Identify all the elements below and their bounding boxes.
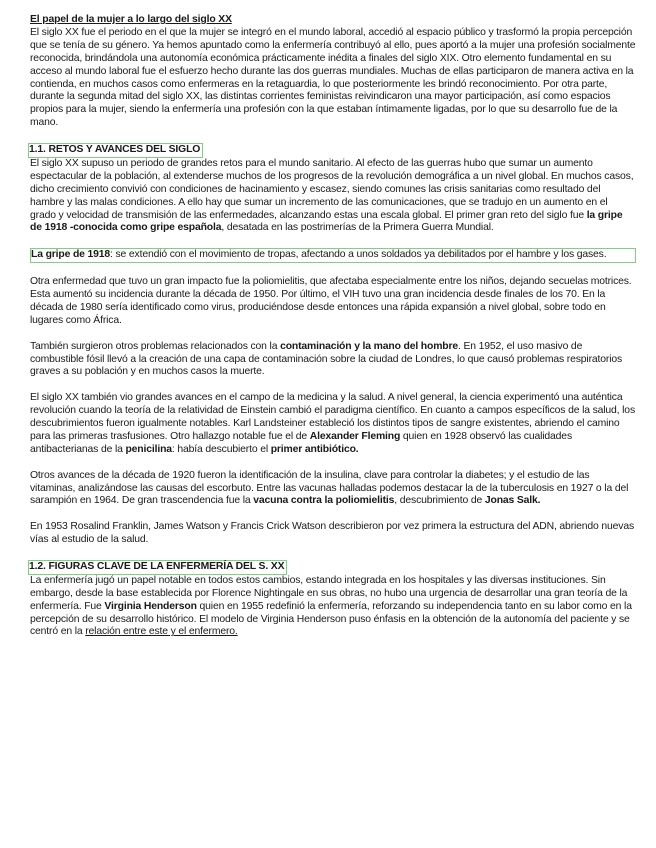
retos-paragraph-1 [30, 158, 636, 235]
retos-p1-bold: la gripe de 1918 -conocida como gripe española [30, 209, 623, 234]
polio-vacuna-bold: vacuna contra la poliomielitis [253, 495, 395, 507]
figuras-underline: relación entre este y el enfermero. [85, 626, 238, 638]
document-title: El papel de la mujer a lo largo del siglo XX [30, 14, 232, 25]
vacunas-paragraph [30, 470, 636, 509]
retos-p1-text: El siglo XX supuso un periodo de grandes retos para el mundo sanitario. Al efecto de las guerras hubo que sumar un aumento espectacular de la población, al extenderse muchos de los progresos de la revolución demográfica a un nivel global. En muchos casos, dicho crecimiento convivió con condiciones de hacinamiento y escasez, siendo comunes las crisis sanitarias como resultado del hambre y las malas condiciones. A ello hay que sumar un incremento de las comunicaciones, que se tradujo en un aumento en el grado y velocidad de transmisión de las enfermedades, alcanzando estas una escala global. El primer gran reto del siglo fue [30, 157, 634, 221]
contaminacion-paragraph [30, 341, 636, 380]
paragraph-gap [30, 457, 636, 470]
paragraph-gap [30, 130, 636, 143]
avances-text: El siglo XX también vio grandes avances en el campo de la medicina y la salud. A nivel general, la ciencia experimentó una auténtica revolución cuando la teoría de la relatividad de Einstein cambió el paradigma científico. En cuanto a campos específicos de la salud, los descubrimientos fueron igualmente notables. Karl Landsteiner estableció los distintos tipos de sangre existentes, abriendo el camino para las primeras trasfusiones. Otro hallazgo notable fue el de [30, 392, 635, 442]
contaminacion-text: También surgieron otros problemas relacionados con la [30, 340, 281, 352]
polio-paragraph: Otra enfermedad que tuvo un gran impacto fue la poliomielitis, que afectaba especialmente entre los niños, dejando secuelas motrices. Esta aumentó su incidencia durante la década de 1950. Por último, el VIH tuvo una gran incidencia desde finales de los 70. En la década de 1980 sería identificado como virus, produciéndose desde entonces una rápida expansión a nivel global, sobre todo en lugares como África. [30, 276, 632, 326]
section-heading-figuras: 1.2. FIGURAS CLAVE DE LA ENFERMERÍA DEL S. XX [28, 560, 287, 575]
figuras-text: La enfermería jugó un papel notable en todos estos cambios, estando integrada en los hospitales y las diversas instituciones. Sin embargo, desde la base establecida por Florence Nightingale en sus obras, no hubo una urgencia de desarrollar una gran teoría de la enfermería. Fue [30, 574, 628, 612]
paragraph-gap [30, 379, 636, 392]
paragraph-gap [30, 328, 636, 341]
paragraph-gap [30, 263, 636, 276]
vacunas-text: Otros avances de la década de 1920 fueron la identificación de la insulina, clave para controlar la diabetes; y el estudio de las vitaminas, analizándose las causas del escorbuto. Entre las vacunas halladas podemos destacar la de la tuberculosis en 1927 o la del sarampión en 1964. De gran trascendencia fue la [30, 469, 629, 507]
gripe-bold: La gripe de 1918 [31, 249, 111, 261]
vacunas-mid: , descubrimiento de [394, 495, 485, 507]
paragraph-gap [30, 235, 636, 248]
contaminacion-bold: contaminación y la mano del hombre [280, 340, 459, 352]
figuras-paragraph [30, 575, 636, 640]
paragraph-gap [30, 547, 636, 560]
fleming-bold: Alexander Fleming [309, 430, 401, 442]
gripe-paragraph [30, 248, 636, 263]
avances-mid: quien en 1928 observó las cualidades antibacterianas de la [30, 430, 572, 455]
antibiotico-bold: primer antibiótico. [270, 443, 359, 455]
gripe-text: : se extendió con el movimiento de tropas, afectando a unos soldados ya debilitados por el hambre y los gases. [110, 249, 607, 261]
section-heading-retos: 1.1. RETOS Y AVANCES DEL SIGLO [28, 143, 203, 158]
avances-paragraph [30, 392, 636, 457]
henderson-bold: Virginia Henderson [104, 600, 197, 612]
salk-bold: Jonas Salk. [484, 495, 541, 507]
retos-p1-end: , desatada en las postrimerías de la Primera Guerra Mundial. [221, 222, 494, 234]
adn-paragraph: En 1953 Rosalind Franklin, James Watson y Francis Crick Watson describieron por vez primera la estructura del ADN, abriendo nuevas vías al estudio de la salud. [30, 521, 635, 546]
contaminacion-end: . En 1952, el uso masivo de combustible fósil llevó a la creación de una capa de contaminación sobre la ciudad de Londres, lo que causó problemas respiratorios graves a su población y en muchos casos la muerte. [30, 340, 623, 378]
intro-paragraph: El siglo XX fue el periodo en el que la mujer se integró en el mundo laboral, accedió al espacio público y trasformó la propia percepción que se tenía de su género. Ya hemos apuntado como la enfermería contribuyó al ello, pues aportó a la mujer una profesión socialmente reconocida, brindándola una autonomía económica prácticamente inédita a finales del siglo XIX. Otro elemento fundamental en su acceso al mundo laboral fue el esfuerzo hecho durante las dos guerras mundiales. Muchas de ellas participaron de manera activa en la contienda, en muchos casos como enfermeras en la retaguardia, lo que posteriormente les brindó reconocimiento. Por otra parte, durante la segunda mitad del siglo XX, las distintas corrientes feministas reivindicaron una mayor participación, así como espacios propios para la mujer, siendo la enfermería una profesión con la que estaban íntimamente ligadas, por lo que su desarrollo fue de la mano. [30, 26, 636, 129]
penicilina-bold: penicilina [125, 443, 172, 455]
paragraph-gap [30, 508, 636, 521]
avances-mid2: : había descubierto el [171, 443, 271, 455]
figuras-mid: quien en 1955 redefinió la enfermería, reforzando su independencia tanto en su labor como en la percepción de su desarrollo histórico. El modelo de Virginia Henderson puso énfasis en la obtención de la autonomía del paciente y se centró en la [30, 600, 632, 638]
